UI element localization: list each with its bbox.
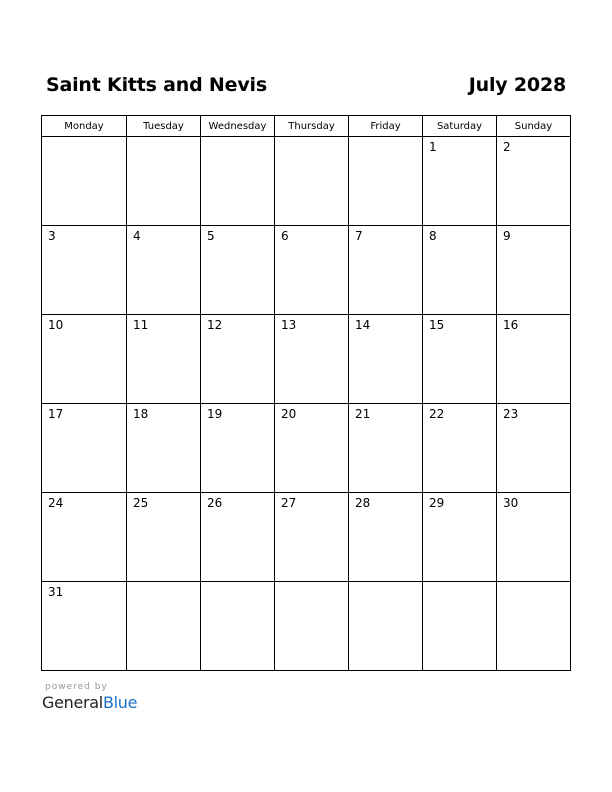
month-year-title: July 2028	[468, 74, 566, 96]
day-cell	[497, 582, 571, 671]
weekday-sunday: Sunday	[497, 116, 571, 137]
day-cell	[423, 226, 497, 315]
day-cell	[423, 315, 497, 404]
day-cell	[349, 315, 423, 404]
day-cell	[497, 137, 571, 226]
day-number: 24	[48, 496, 64, 510]
day-number: 10	[48, 318, 64, 332]
day-number: 11	[133, 318, 149, 332]
day-number: 6	[281, 229, 289, 243]
week-row	[42, 315, 571, 404]
day-cell	[497, 493, 571, 582]
day-cell	[127, 226, 201, 315]
day-number	[349, 137, 422, 140]
day-number	[127, 137, 200, 140]
day-cell	[201, 404, 275, 493]
day-cell	[42, 226, 127, 315]
day-number: 7	[355, 229, 363, 243]
weekday-thursday: Thursday	[275, 116, 349, 137]
weekday-saturday: Saturday	[423, 116, 497, 137]
day-number: 23	[503, 407, 519, 421]
day-number: 1	[429, 140, 437, 154]
weekday-header-row	[42, 116, 571, 137]
day-number: 21	[355, 407, 371, 421]
day-number: 9	[503, 229, 511, 243]
day-cell	[127, 137, 201, 226]
day-cell	[349, 404, 423, 493]
weekday-tuesday: Tuesday	[127, 116, 201, 137]
brand-blue-text: Blue	[102, 693, 138, 712]
day-cell	[275, 315, 349, 404]
day-number: 15	[429, 318, 445, 332]
day-cell	[201, 493, 275, 582]
day-cell	[275, 226, 349, 315]
country-title: Saint Kitts and Nevis	[46, 74, 267, 96]
calendar-header	[46, 70, 566, 100]
day-cell	[275, 493, 349, 582]
day-cell	[201, 315, 275, 404]
day-cell	[42, 315, 127, 404]
day-cell	[275, 137, 349, 226]
day-cell	[497, 404, 571, 493]
day-number	[201, 137, 274, 140]
day-cell	[497, 226, 571, 315]
week-row	[42, 493, 571, 582]
day-number: 13	[281, 318, 297, 332]
day-number	[349, 582, 422, 585]
day-number	[497, 582, 570, 585]
day-number	[275, 582, 348, 585]
day-cell	[349, 582, 423, 671]
day-number: 29	[429, 496, 445, 510]
day-number: 16	[503, 318, 519, 332]
day-cell	[201, 226, 275, 315]
day-cell	[42, 404, 127, 493]
day-number: 26	[207, 496, 223, 510]
weekday-friday: Friday	[349, 116, 423, 137]
day-number	[423, 582, 496, 585]
day-number: 27	[281, 496, 297, 510]
day-number: 8	[429, 229, 437, 243]
day-number: 28	[355, 496, 371, 510]
day-number	[42, 137, 126, 140]
day-cell	[497, 315, 571, 404]
day-cell	[349, 137, 423, 226]
day-number: 5	[207, 229, 215, 243]
day-cell	[127, 315, 201, 404]
day-number	[275, 137, 348, 140]
day-cell	[349, 493, 423, 582]
day-cell	[275, 404, 349, 493]
calendar-grid	[41, 115, 571, 671]
week-row	[42, 582, 571, 671]
day-cell	[127, 404, 201, 493]
day-cell	[423, 404, 497, 493]
day-number: 19	[207, 407, 223, 421]
day-number: 2	[503, 140, 511, 154]
day-number: 31	[48, 585, 64, 599]
day-number: 14	[355, 318, 371, 332]
day-number: 3	[48, 229, 56, 243]
day-cell	[127, 582, 201, 671]
day-number: 18	[133, 407, 149, 421]
day-cell	[349, 226, 423, 315]
brand-general-text: General	[42, 693, 103, 712]
day-cell	[42, 493, 127, 582]
brand-footer	[42, 682, 137, 712]
day-cell	[42, 137, 127, 226]
day-number: 30	[503, 496, 519, 510]
day-number: 25	[133, 496, 149, 510]
week-row	[42, 404, 571, 493]
day-number: 22	[429, 407, 445, 421]
day-number: 4	[133, 229, 141, 243]
day-cell	[275, 582, 349, 671]
day-cell	[42, 582, 127, 671]
day-number: 12	[207, 318, 223, 332]
day-cell	[423, 493, 497, 582]
day-cell	[201, 137, 275, 226]
week-row	[42, 226, 571, 315]
weekday-wednesday: Wednesday	[201, 116, 275, 137]
day-cell	[127, 493, 201, 582]
generalblue-logo	[42, 693, 137, 712]
week-row	[42, 137, 571, 226]
day-cell	[423, 582, 497, 671]
day-cell	[423, 137, 497, 226]
day-number	[127, 582, 200, 585]
day-number	[201, 582, 274, 585]
weekday-monday: Monday	[42, 116, 127, 137]
day-cell	[201, 582, 275, 671]
powered-by-text: powered by	[45, 682, 108, 692]
day-number: 17	[48, 407, 64, 421]
day-number: 20	[281, 407, 297, 421]
